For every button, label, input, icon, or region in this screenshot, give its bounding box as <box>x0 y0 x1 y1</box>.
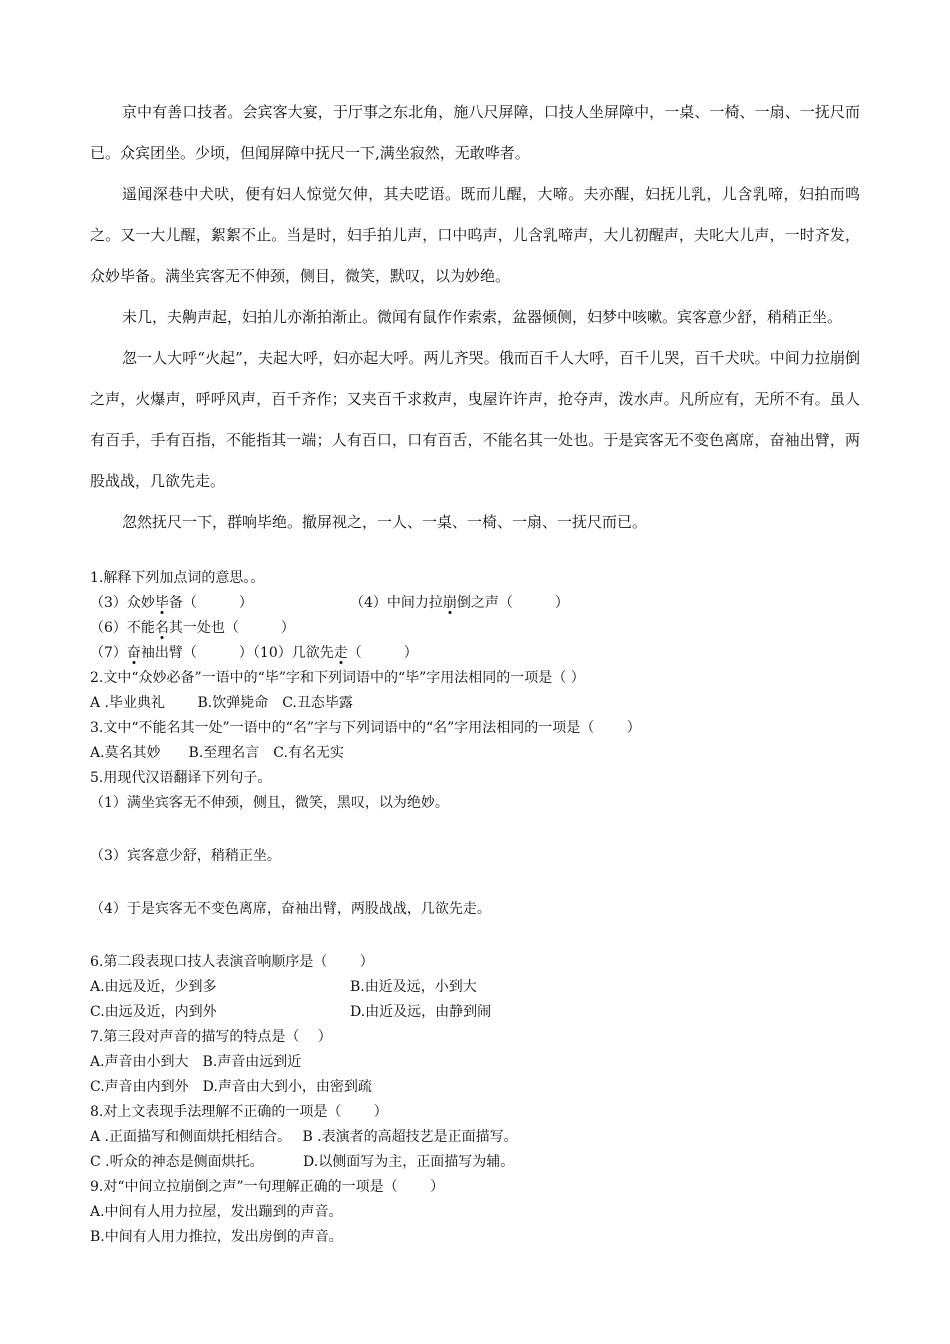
question-5-title: 5.用现代汉语翻译下列句子。 <box>90 770 272 786</box>
question-7-title: 7.第三段对声音的描写的特点是（ ） <box>90 1029 332 1045</box>
question-7-options-cd: C.声音由内到外 D.声音由大到小，由密到疏 <box>90 1079 372 1095</box>
passage-paragraph-4: 忽一人大呼“火起”，夫起大呼，妇亦起大呼。两儿齐哭。俄而百千人大呼，百千儿哭，百千犬吠。中间力拉崩倒之声，火爆声，呼呼风声，百千齐作；又夹百千求救声，曳屋许许声，抢夺声，泼水声。凡所应有，无所不有。虽人有百手，手有百指，不能指其一端；人有百口，口有百舌，不能名其一处也。于是宾客无不变色离席，奋袖出臂，两股战战，几欲先走。 <box>90 349 860 490</box>
passage-paragraph-2: 遥闻深巷中犬吠，便有妇人惊觉欠伸，其夫呓语。既而儿醒，大啼。夫亦醒，妇抚儿乳，儿含乳啼，妇拍而鸣之。又一大儿醒，絮絮不止。当是时，妇手拍儿声，口中呜声，儿含乳啼声，大儿初醒声，夫叱大儿声，一时齐发，众妙毕备。满坐宾客无不伸颈，侧目，微笑，默叹，以为妙绝。 <box>90 185 860 285</box>
answer-space <box>90 816 860 844</box>
question-1-item-10: （10）几欲先走（ ） <box>252 645 418 661</box>
dotted-char: 奋 <box>126 645 141 661</box>
question-1-title: 1.解释下列加点词的意思。。 <box>90 570 265 586</box>
question-1-item-4: （4）中间力拉崩倒之声（ ） <box>350 595 569 611</box>
passage-paragraph-1: 京中有善口技者。会宾客大宴，于厅事之东北角，施八尺屏障，口技人坐屏障中，一桌、一椅、一扇、一抚尺而已。众宾团坐。少顷，但闻屏障中抚尺一下,满坐寂然，无敢哗者。 <box>90 103 860 162</box>
question-3-title: 3.文中“不能名其一处”一语中的“名”字与下列词语中的“名”字用法相同的一项是（ ） <box>90 720 641 736</box>
question-5-sentence-4: （4）于是宾客无不变色离席，奋袖出臂，两股战战，几欲先走。 <box>90 901 491 917</box>
passage-paragraph-3: 未几，夫齁声起，妇拍儿亦渐拍渐止。微闻有鼠作作索索，盆器倾侧，妇梦中咳嗽。宾客意少舒，稍稍正坐。 <box>122 308 843 326</box>
question-8-options-cd: C .听众的神态是侧面烘托。 D.以侧面写为主，正面描写为辅。 <box>90 1154 515 1170</box>
questions <box>90 566 860 1250</box>
question-8-title: 8.对上文表现手法理解不正确的一项是（ ） <box>90 1104 388 1120</box>
question-8-options-ab: A .正面描写和侧面烘托相结合。 B .表演者的高超技艺是正面描写。 <box>90 1129 518 1145</box>
question-1-row-3 <box>90 641 860 666</box>
question-6-option-a: A.由远及近，少到多 <box>90 979 217 995</box>
dotted-char: 名 <box>154 620 169 636</box>
question-6-row-2 <box>90 1000 860 1025</box>
question-6-row-1 <box>90 975 860 1000</box>
dotted-char: 走 <box>333 645 348 661</box>
question-6-option-d: D.由近及远，由静到闹 <box>350 1004 492 1020</box>
question-7-options-ab: A.声音由小到大 B.声音由远到近 <box>90 1054 302 1070</box>
question-1-item-3: （3）众妙毕备（ ） <box>90 595 253 611</box>
question-5-sentence-3: （3）宾客意少舒，稍稍正坐。 <box>90 848 281 864</box>
question-1-item-7: （7）奋袖出臂（ ） <box>90 645 253 661</box>
question-6-option-c: C.由远及近，内到外 <box>90 1004 217 1020</box>
passage <box>90 92 860 543</box>
question-6-option-b: B.由近及远，小到大 <box>350 979 477 995</box>
question-1-item-6: （6）不能名其一处也（ ） <box>90 620 295 636</box>
dotted-char: 崩 <box>442 595 457 611</box>
passage-paragraph-5: 忽然抚尺一下，群响毕绝。撤屏视之，一人、一桌、一椅、一扇、一抚尺而已。 <box>122 513 648 531</box>
question-9-title: 9.对“中间立拉崩倒之声”一句理解正确的一项是（ ） <box>90 1179 445 1195</box>
question-3-options: A.莫名其妙 B.至理名言 C.有名无实 <box>90 745 344 761</box>
answer-space <box>90 869 860 897</box>
dotted-char: 毕 <box>154 595 169 611</box>
question-9-option-a: A.中间有人用力拉屋，发出蹦到的声音。 <box>90 1204 343 1220</box>
answer-space <box>90 922 860 950</box>
question-1-row-1 <box>90 591 860 616</box>
question-2-title: 2.文中“众妙必备”一语中的“毕”字和下列词语中的“毕”字用法相同的一项是（ ） <box>90 670 585 686</box>
question-5-sentence-1: （1）满坐宾客无不伸颈，侧且，微笑，黑叹，以为绝妙。 <box>90 795 449 811</box>
question-2-options: A .毕业典礼 B.饮弹毙命 C.丑态毕露 <box>90 695 353 711</box>
question-6-title: 6.第二段表现口技人表演音响顺序是（ ） <box>90 954 374 970</box>
question-9-option-b: B.中间有人用力推拉，发出房倒的声音。 <box>90 1229 343 1245</box>
